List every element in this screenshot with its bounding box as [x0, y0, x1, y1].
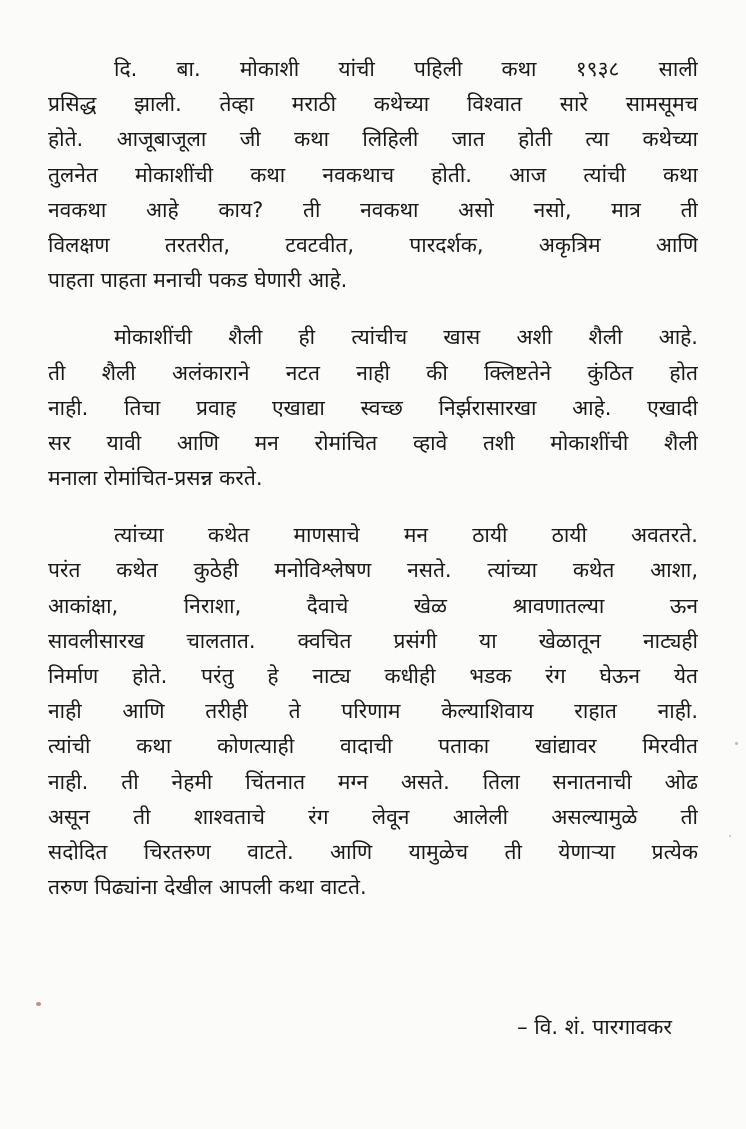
text-line: विलक्षण तरतरीत, टवटवीत, पारदर्शक, अकृत्रिम आणि	[48, 232, 698, 257]
paper-speck	[36, 1002, 41, 1006]
text-line: नवकथा आहे काय? ती नवकथा असो नसो, मात्र ती	[48, 197, 698, 222]
paper-speck	[735, 742, 738, 745]
text-line: दि. बा. मोकाशी यांची पहिली कथा १९३८ साली	[114, 57, 698, 81]
text-line: तरुण पिढ्यांना देखील आपली कथा वाटते.	[48, 875, 367, 900]
text-line: सावलीसारख चालतात. क्वचित प्रसंगी या खेळातून नाट्यही	[48, 628, 698, 653]
text-line: नाही आणि तरीही ते परिणाम केल्याशिवाय राहात नाही.	[48, 699, 698, 724]
text-line: नाही. ती नेहमी चिंतनात मग्न असते. तिला सनातनाची ओढ	[48, 769, 698, 794]
text-line: सदोदित चिरतरुण वाटते. आणि यामुळेच ती येणाऱ्या प्रत्येक	[48, 839, 698, 864]
text-line: ती शैली अलंकाराने नटत नाही की क्लिष्टतेने कुंठित होत	[48, 360, 698, 385]
preface-text	[48, 52, 698, 927]
text-line: पाहता पाहता मनाची पकड घेणारी आहे.	[48, 268, 348, 293]
text-line: मोकाशींची शैली ही त्यांचीच खास अशी शैली आहे.	[114, 325, 698, 350]
text-line: होते. आजूबाजूला जी कथा लिहिली जात होती त्या कथेच्या	[48, 127, 698, 152]
author-signature: – वि. शं. पारगावकर	[517, 1015, 672, 1039]
text-line: त्यांच्या कथेत माणसाचे मन ठायी ठायी अवतरते.	[114, 523, 698, 548]
paragraph-2	[48, 320, 698, 496]
text-line: सर यावी आणि मन रोमांचित व्हावे तशी मोकाशींची शैली	[48, 430, 698, 455]
paper-speck	[729, 835, 731, 837]
text-line: असून ती शाश्वताचे रंग लेवून आलेली असल्यामुळे ती	[48, 804, 698, 829]
text-line: प्रसिद्ध झाली. तेव्हा मराठी कथेच्या विश्वात सारे सामसूमच	[48, 92, 698, 117]
text-line: त्यांची कथा कोणत्याही वादाची पताका खांद्यावर मिरवीत	[48, 734, 698, 759]
text-line: आकांक्षा, निराशा, दैवाचे खेळ श्रावणातल्या ऊन	[48, 593, 698, 618]
paragraph-3	[48, 518, 698, 905]
text-line: निर्माण होते. परंतु हे नाट्य कधीही भडक रंग घेऊन येत	[48, 664, 698, 688]
text-line: नाही. तिचा प्रवाह एखाद्या स्वच्छ निर्झरासारखा आहे. एखादी	[48, 395, 698, 420]
text-line: मनाला रोमांचित-प्रसन्न करते.	[48, 466, 263, 491]
text-line: तुलनेत मोकाशींची कथा नवकथाच होती. आज त्यांची कथा	[48, 162, 698, 187]
text-line: परंत कथेत कुठेही मनोविश्लेषण नसते. त्यांच्या कथेत आशा,	[48, 558, 698, 583]
paragraph-1	[48, 52, 698, 298]
